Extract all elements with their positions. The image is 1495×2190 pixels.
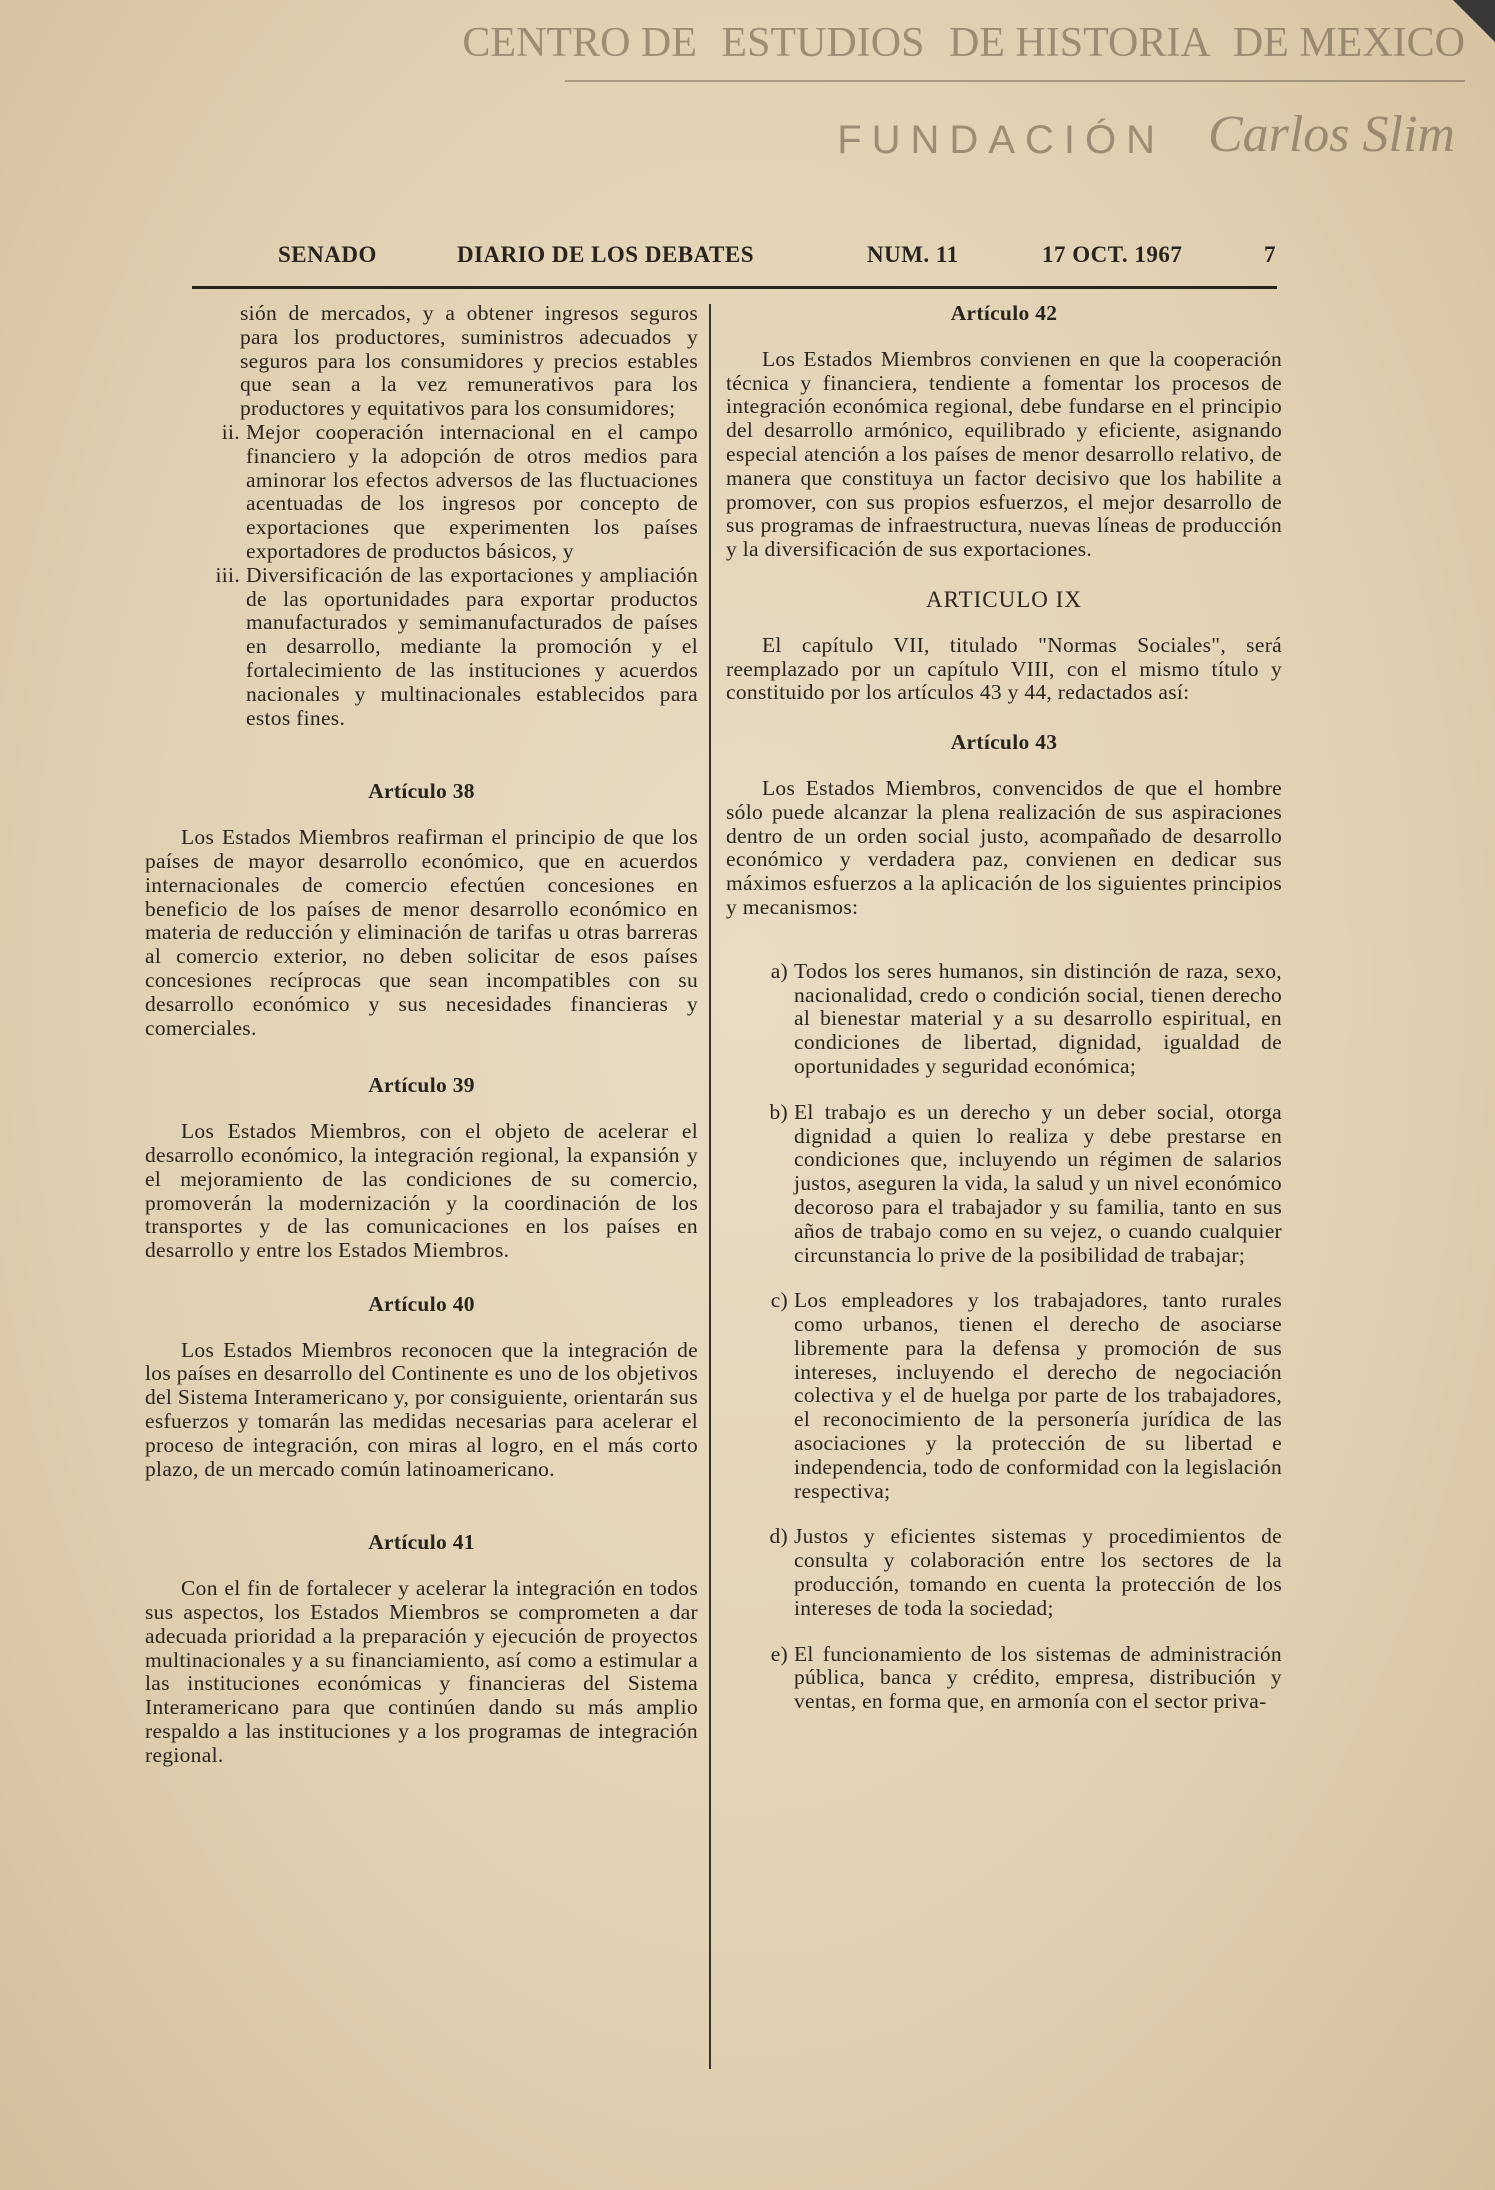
item-text: Diversificación de las exportaciones y ampliación de las oportunidades para exportar productos manufacturados y semimanufacturados de países en desarrollo, mediante la promoción y el fortalecimiento de las instituciones y acuerdos nacionales y multinacionales establecidos para estos fines. [246,562,698,730]
article-text: Los Estados Miembros, convencidos de que el hombre sólo puede alcanzar la plena realización de sus aspiraciones dentro de un orden social justo, acompañado de desarrollo económico y verdadera paz, convienen en dedicar sus máximos esfuerzos a la aplicación de los siguientes principios y mecanismos: [726,775,1282,919]
article-43 [726,731,1282,920]
article-text: Los Estados Miembros reafirman el principio de que los países de mayor desarrollo económico, que en acuerdos internacionales de comercio efectúen concesiones en beneficio de los países de menor desarrollo económico en materia de reducción y eliminación de tarifas u otras barreras al comercio exterior, no deben solicitar de esos países concesiones recíprocas que sean incompatibles con su desarrollo económico y sus necesidades financieras y comerciales. [145,825,698,1040]
article-title: Artículo 39 [368,1073,475,1098]
article-38 [145,780,698,1040]
article-text: Los Estados Miembros convienen en que la cooperación técnica y financiera, tendiente a fomentar los procesos de integración económica regional, debe fundarse en el principio del desarrollo armónico, equilibrado y eficiente, asignando especial atención a los países de menor desarrollo relativo, de manera que constituya un factor decisivo que los habilite a promover, con sus propios esfuerzos, el mejor desarrollo de sus programas de infraestructura, nuevas líneas de producción y la diversificación de sus exportaciones. [726,346,1282,562]
item-marker: ii. [221,419,240,444]
watermark-line: CENTRO DE [462,20,697,66]
item-text: El funcionamiento de los sistemas de administración pública, banca y crédito, empresa, distribución y ventas, en forma que, en armonía con el sector priva- [794,1641,1282,1714]
watermark-divider [565,80,1465,82]
list-item [726,1643,1282,1714]
item-text: El trabajo es un derecho y un deber social, otorga dignidad a quien lo realiza y debe prestarse en condiciones que, incluyendo un régimen de salarios justos, aseguren la vida, la salud y un nivel económico decoroso para el trabajador y su familia, tanto en sus años de trabajo como en su vejez, o cuando cualquier circunstancia lo prive de la posibilidad de trabajar; [794,1099,1282,1267]
header-chamber: SENADO [278,242,377,267]
list-item [145,421,698,564]
header-rule [192,286,1277,289]
header-number: NUM. 11 [867,242,959,267]
item-marker: c) [770,1288,788,1313]
article-title: Artículo 43 [950,730,1058,755]
article-43-list [726,960,1282,1714]
list-item [726,1289,1282,1503]
item-marker: a) [770,958,788,983]
list-item [145,564,698,731]
item-text: Todos los seres humanos, sin distinción de raza, sexo, nacionalidad, credo o condición social, tienen derecho al bienestar material y a su desarrollo espiritual, en condiciones de libertad, dignidad, igualdad de oportunidades y seguridad económica; [794,958,1282,1078]
left-list [145,421,698,730]
item-marker: b) [769,1099,788,1124]
article-42 [726,302,1282,562]
watermark-line: DE HISTORIA [948,20,1209,66]
item-text: Mejor cooperación internacional en el campo financiero y la adopción de otros medios para aminorar los efectos adversos de las fluctuaciones acentuadas de los ingresos por concepto de exportaciones que experimenten los países exportadores de productos básicos, y [246,419,698,563]
article-title: Artículo 42 [950,301,1058,325]
item-text: Los empleadores y los trabajadores, tanto rurales como urbanos, tienen el derecho de asociarse libremente para la defensa y promoción de sus intereses, incluyendo el derecho de negociación colectiva y el de huelga por parte de los trabajadores, el reconocimiento de la personería jurídica de las asociaciones y la protección de su libertad e independencia, todo de conformidad con la legislación respectiva; [794,1288,1282,1503]
watermark-signature: Carlos Slim [1207,106,1455,163]
item-marker: iii. [215,562,240,587]
article-40 [145,1293,698,1482]
article-text: Con el fin de fortalecer y acelerar la integración en todos sus aspectos, los Estados Miembros se comprometen a dar adecuada prioridad a la preparación y ejecución de proyectos multinacionales y a su financiamiento, así como a estimular a las instituciones económicas y financieras del Sistema Interamericano para que continúen dando su más amplio respaldo a las instituciones y a los programas de integración regional. [145,1576,698,1767]
article-41 [145,1531,698,1767]
item-marker: e) [770,1641,788,1666]
article-text: Los Estados Miembros, con el objeto de acelerar el desarrollo económico, la integración regional, la expansión y el mejoramiento de las condiciones de su comercio, promoverán la modernización y la coordinación de los transportes y de las comunicaciones en los países en desarrollo y entre los Estados Miembros. [145,1119,698,1263]
left-intro: sión de mercados, y a obtener ingresos seguros para los productores, suministros adecuados y seguros para los consumidores y precios estables que sean a la vez remunerativos para los productores y equitativos para los consumidores; [240,301,698,421]
article-title: Artículo 41 [368,1530,475,1555]
right-column [726,302,1282,1714]
watermark-line: ESTUDIOS [721,20,925,66]
header-page: 7 [1264,242,1276,267]
left-column [145,302,698,1768]
list-item [726,1525,1282,1620]
list-item [726,1101,1282,1268]
watermark-title [448,18,1465,68]
article-39 [145,1074,698,1263]
header-date: 17 OCT. 1967 [1042,242,1183,267]
article-text: Los Estados Miembros reconocen que la integración de los países en desarrollo del Continente es uno de los objetivos del Sistema Interamericano y, por consiguiente, orientarán sus esfuerzos y tomarán las medidas necesarias para acelerar el proceso de integración, con miras al logro, en el más corto plazo, de un mercado común latinoamericano. [145,1337,698,1481]
article-title: ARTICULO IX [926,586,1082,612]
list-item [726,960,1282,1079]
article-title: Artículo 38 [368,779,475,804]
item-text: Justos y eficientes sistemas y procedimientos de consulta y colaboración entre los sectores de la producción, tomando en cuenta la protección de los intereses de toda la sociedad; [794,1524,1282,1620]
watermark-line: DE MEXICO [1232,20,1465,66]
watermark-foundation: FUNDACIÓN [837,118,1165,162]
header-publication: DIARIO DE LOS DEBATES [457,242,755,267]
column-divider [709,304,711,2069]
item-marker: d) [769,1524,788,1549]
article-ix [726,588,1282,705]
watermark-logo [0,0,1495,215]
article-text: El capítulo VII, titulado "Normas Sociales", será reemplazado por un capítulo VIII, con el mismo título y constituido por los artículos 43 y 44, redactados así: [726,632,1282,705]
article-title: Artículo 40 [368,1291,475,1316]
